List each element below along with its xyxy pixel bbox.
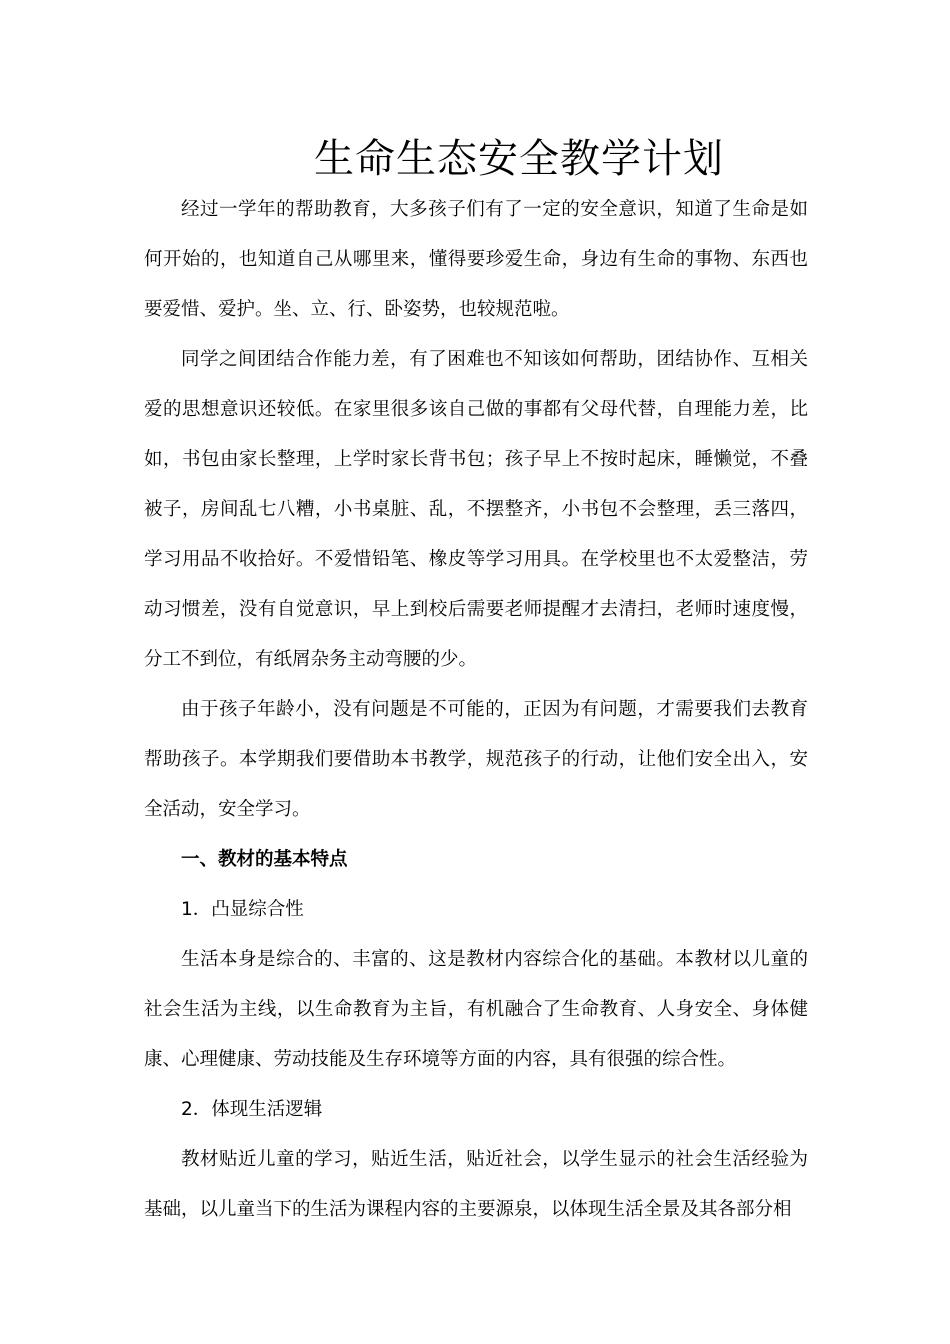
section-heading: 一、教材的基本特点 — [181, 849, 348, 870]
document-body — [144, 185, 808, 1235]
paragraph: 经过一学年的帮助教育，大多孩子们有了一定的安全意识，知道了生命是如何开始的，也知道自己从哪里来，懂得要珍爱生命，身边有生命的事物、东西也要爱惜、爱护。坐、立、行、卧姿势，也较规范啦。 — [144, 199, 808, 320]
subsection-heading: 2．体现生活逻辑 — [181, 1099, 323, 1120]
paragraph: 由于孩子年龄小，没有问题是不可能的，正因为有问题，才需要我们去教育帮助孩子。本学期我们要借助本书教学，规范孩子的行动，让他们安全出入，安全活动，安全学习。 — [144, 699, 808, 820]
paragraph: 教材贴近儿童的学习，贴近生活，贴近社会，以学生显示的社会生活经验为基础，以儿童当下的生活为课程内容的主要源泉，以体现生活全景及其各部分相 — [144, 1149, 808, 1220]
paragraph: 同学之间团结合作能力差，有了困难也不知该如何帮助，团结协作、互相关爱的思想意识还较低。在家里很多该自己做的事都有父母代替，自理能力差，比如，书包由家长整理，上学时家长背书包；孩子早上不按时起床，睡懒觉，不叠被子，房间乱七八糟，小书桌脏、乱，不摆整齐，小书包不会整理，丢三落四，学习用品不收拾好。不爱惜铅笔、橡皮等学习用具。在学校里也不太爱整洁，劳动习惯差，没有自觉意识，早上到校后需要老师提醒才去清扫，老师时速度慢，分工不到位，有纸屑杂务主动弯腰的少。 — [144, 349, 808, 670]
paragraph: 生活本身是综合的、丰富的、这是教材内容综合化的基础。本教材以儿童的社会生活为主线，以生命教育为主旨，有机融合了生命教育、人身安全、身体健康、心理健康、劳动技能及生存环境等方面的内容，具有很强的综合性。 — [144, 949, 808, 1070]
subsection-heading: 1．凸显综合性 — [181, 899, 304, 920]
page-title: 生命生态安全教学计划 — [314, 135, 724, 182]
